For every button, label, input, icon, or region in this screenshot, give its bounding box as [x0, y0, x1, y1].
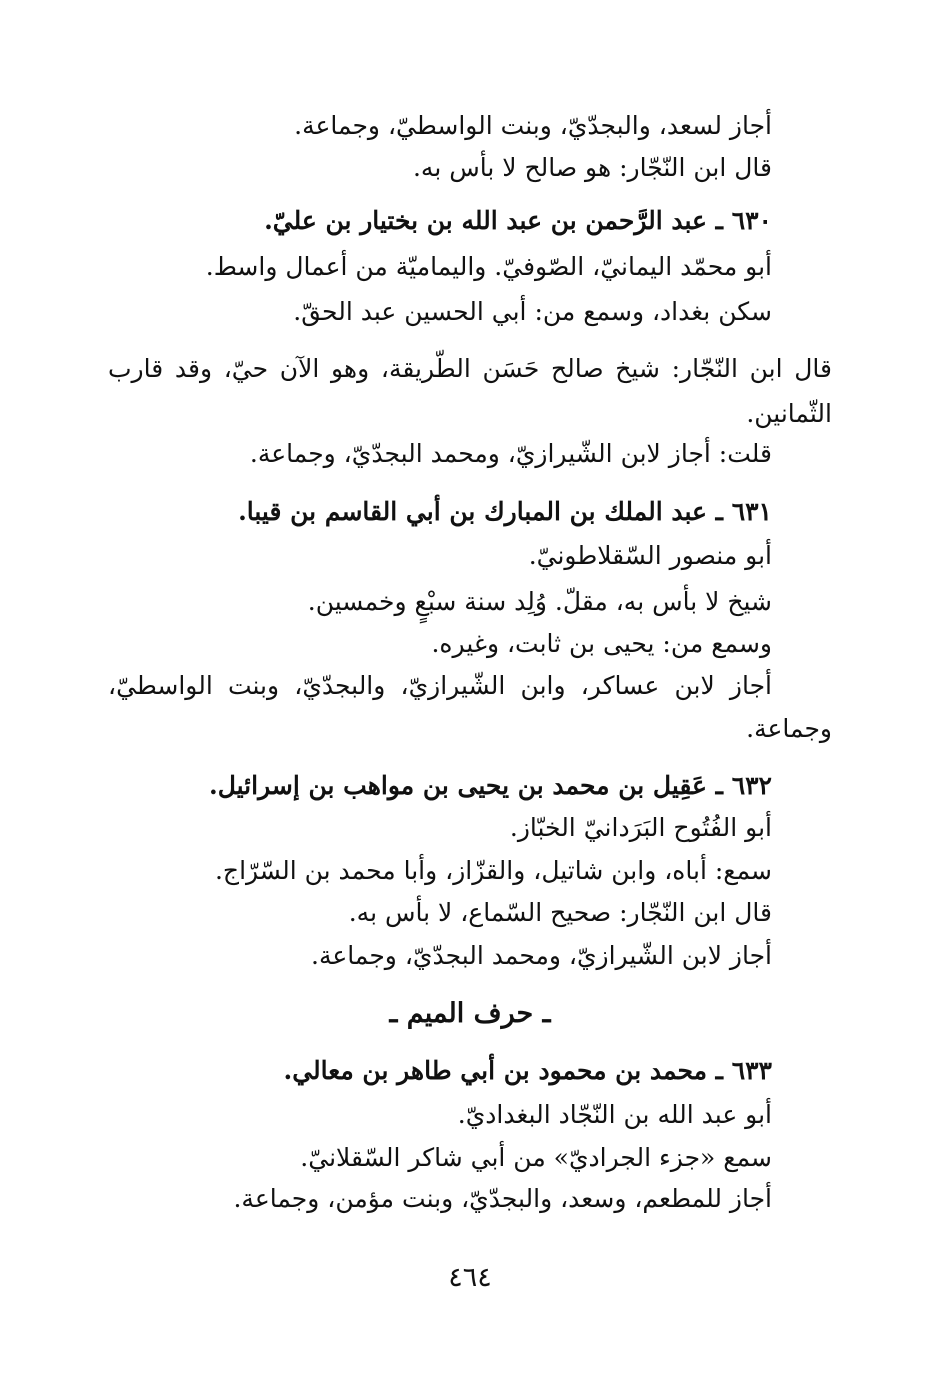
page-number: ٤٦٤: [448, 1262, 492, 1293]
text-line: الثّمانين.: [746, 399, 832, 428]
text-line: أبو محمّد اليمانيّ، الصّوفيّ. واليماميّة من أعمال واسط.: [205, 252, 772, 281]
text-line: أبو منصور السّقلاطونيّ.: [528, 541, 772, 570]
text-line: أجاز للمطعم، وسعد، والبجدّيّ، وبنت مؤمن، وجماعة.: [233, 1184, 772, 1213]
text-line: قال ابن النّجّار: شيخ صالح حَسَن الطّريقة، وهو الآن حيّ، وقد قارب: [108, 354, 833, 383]
text-line: أجاز لسعد، والبجدّيّ، وبنت الواسطيّ، وجماعة.: [294, 111, 772, 140]
text-line: قال ابن النّجّار: هو صالح لا بأس به.: [412, 153, 772, 182]
text-line: وجماعة.: [746, 714, 832, 743]
text-line: أجاز لابن الشّيرازيّ، ومحمد البجدّيّ، وجماعة.: [311, 941, 772, 970]
entry-title-632: ٦٣٢ ـ عَقِيل بن محمد بن يحيى بن مواهب بن إسرائيل.: [209, 771, 772, 800]
entry-title-630: ٦٣٠ ـ عبد الرَّحمن بن عبد الله بن بختيار بن عليّ.: [264, 206, 772, 235]
text-line: سكن بغداد، وسمع من: أبي الحسين عبد الحقّ.: [293, 297, 772, 326]
text-line: أجاز لابن عساكر، وابن الشّيرازيّ، والبجدّيّ، وبنت الواسطيّ،: [108, 671, 772, 700]
text-line: قلت: أجاز لابن الشّيرازيّ، ومحمد البجدّيّ، وجماعة.: [249, 439, 772, 468]
text-line: أبو الفُتُوح البَرَدانيّ الخبّاز.: [509, 813, 772, 842]
text-line: سمع: أباه، وابن شاتيل، والقزّاز، وأبا محمد بن السّرّاج.: [214, 856, 772, 885]
entry-title-631: ٦٣١ ـ عبد الملك بن المبارك بن أبي القاسم بن قيبا.: [238, 497, 772, 526]
entry-title-633: ٦٣٣ ـ محمد بن محمود بن أبي طاهر بن معالي.: [283, 1056, 772, 1085]
text-line: أبو عبد الله بن النّجّاد البغداديّ.: [457, 1100, 772, 1129]
text-line: قال ابن النّجّار: صحيح السّماع، لا بأس به.: [348, 898, 772, 927]
section-heading: ـ حرف الميم ـ: [389, 998, 551, 1029]
text-line: شيخ لا بأس به، مقلّ. وُلِد سنة سبْعٍ وخمسين.: [307, 587, 772, 616]
text-line: سمع «جزء الجراديّ» من أبي شاكر السّقلانيّ.: [300, 1143, 772, 1172]
text-line: وسمع من: يحيى بن ثابت، وغيره.: [431, 629, 772, 658]
